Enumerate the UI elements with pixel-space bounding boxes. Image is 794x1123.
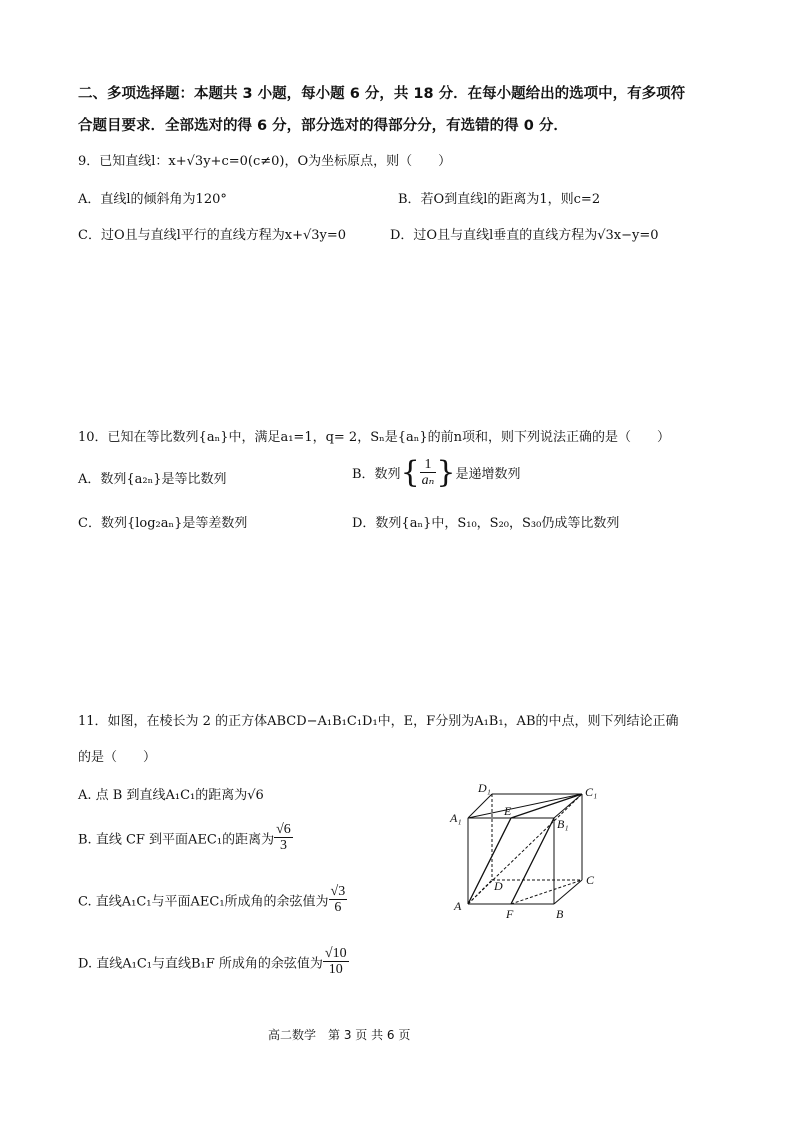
question-10-option-c: C．数列{log₂aₙ}是等差数列: [78, 516, 248, 531]
label-a: A: [454, 899, 462, 913]
label-b: B: [556, 907, 564, 921]
question-11-option-b-fraction: [274, 822, 293, 854]
question-11-option-c-numerator: √3: [330, 884, 346, 899]
cube-figure: [448, 778, 608, 923]
segment-a-e: [468, 818, 511, 904]
question-10-option-a: A．数列{a₂ₙ}是等比数列: [78, 472, 227, 487]
question-11-option-c: [78, 884, 347, 916]
question-9-option-d: D．过O且与直线l垂直的直线方程为√3x−y=0: [390, 228, 659, 243]
segment-a1-c1: [468, 794, 582, 818]
edge-a1-d1: [468, 794, 492, 818]
label-d: D: [494, 879, 503, 893]
label-d1: D₁: [478, 781, 491, 795]
question-11-option-d-denominator: 10: [328, 962, 343, 978]
segment-a-c1: [468, 794, 582, 904]
label-e: E: [504, 804, 512, 818]
question-10-stem: 10．已知在等比数列{aₙ}中，满足a₁=1，q= 2，Sₙ是{aₙ}的前n项和，则下列说法正确的是（ ）: [78, 430, 671, 445]
question-11-option-a: A. 点 B 到直线A₁C₁的距离为√6: [78, 788, 264, 803]
question-11-stem-line2: 的是（ ）: [78, 750, 157, 765]
label-b1: B₁: [557, 817, 569, 831]
question-11-option-d-prefix: D. 直线A₁C₁与直线B₁F 所成角的余弦值为: [78, 956, 323, 972]
label-c1: C₁: [585, 785, 598, 799]
question-9-option-b: B．若O到直线l的距离为1，则c=2: [398, 192, 601, 207]
segment-b1-f: [511, 818, 554, 904]
question-11-option-b-prefix: B. 直线 CF 到平面AEC₁的距离为: [78, 832, 275, 848]
label-f: F: [506, 907, 514, 921]
question-11-option-d-fraction: [323, 946, 349, 978]
page-footer: 高二数学 第 3 页 共 6 页: [268, 1028, 411, 1042]
question-11-option-c-prefix: C. 直线A₁C₁与平面AEC₁所成角的余弦值为: [78, 894, 329, 910]
question-11-option-c-denominator: 6: [334, 900, 342, 916]
question-10-option-b: [352, 455, 520, 490]
section-header-line1: 二、多项选择题：本题共 3 小题，每小题 6 分，共 18 分．在每小题给出的选项中，有多项符: [78, 86, 686, 102]
question-9-stem: 9．已知直线l：x+√3y+c=0(c≠0)，O为坐标原点，则（ ）: [78, 154, 452, 169]
question-10-option-d: D．数列{aₙ}中，S₁₀，S₂₀，S₃₀仍成等比数列: [352, 516, 620, 531]
question-10-option-b-suffix: 是递增数列: [455, 467, 521, 482]
label-a1: A₁: [450, 811, 462, 825]
question-9-option-c: C．过O且与直线l平行的直线方程为x+√3y=0: [78, 228, 347, 243]
question-11-stem-line1: 11．如图，在棱长为 2 的正方体ABCD−A₁B₁C₁D₁中，E，F分别为A₁B₁，AB的中点，则下列结论正确: [78, 714, 679, 729]
question-11-option-b: [78, 822, 293, 854]
section-header-line2: 合题目要求．全部选对的得 6 分，部分选对的得部分分，有选错的得 0 分．: [78, 118, 568, 134]
segment-e-c1: [511, 794, 582, 818]
question-11-option-b-denominator: 3: [279, 838, 287, 854]
question-11-option-d: [78, 946, 349, 978]
question-10-option-b-prefix: B．数列: [352, 467, 401, 482]
edge-c-b: [554, 880, 582, 904]
question-11-option-b-numerator: √6: [276, 822, 291, 837]
question-11-option-c-fraction: [329, 884, 348, 916]
label-c: C: [586, 873, 595, 887]
question-10-option-b-expr: { $\frac{1}{\text{aₙ}}$ }: [400, 455, 456, 490]
question-9-option-a: A．直线l的倾斜角为120°: [78, 192, 227, 207]
question-11-option-d-numerator: √10: [324, 946, 347, 961]
question-10-option-b-numerator: 1: [420, 457, 437, 473]
question-10-option-b-denominator: aₙ: [421, 473, 435, 488]
